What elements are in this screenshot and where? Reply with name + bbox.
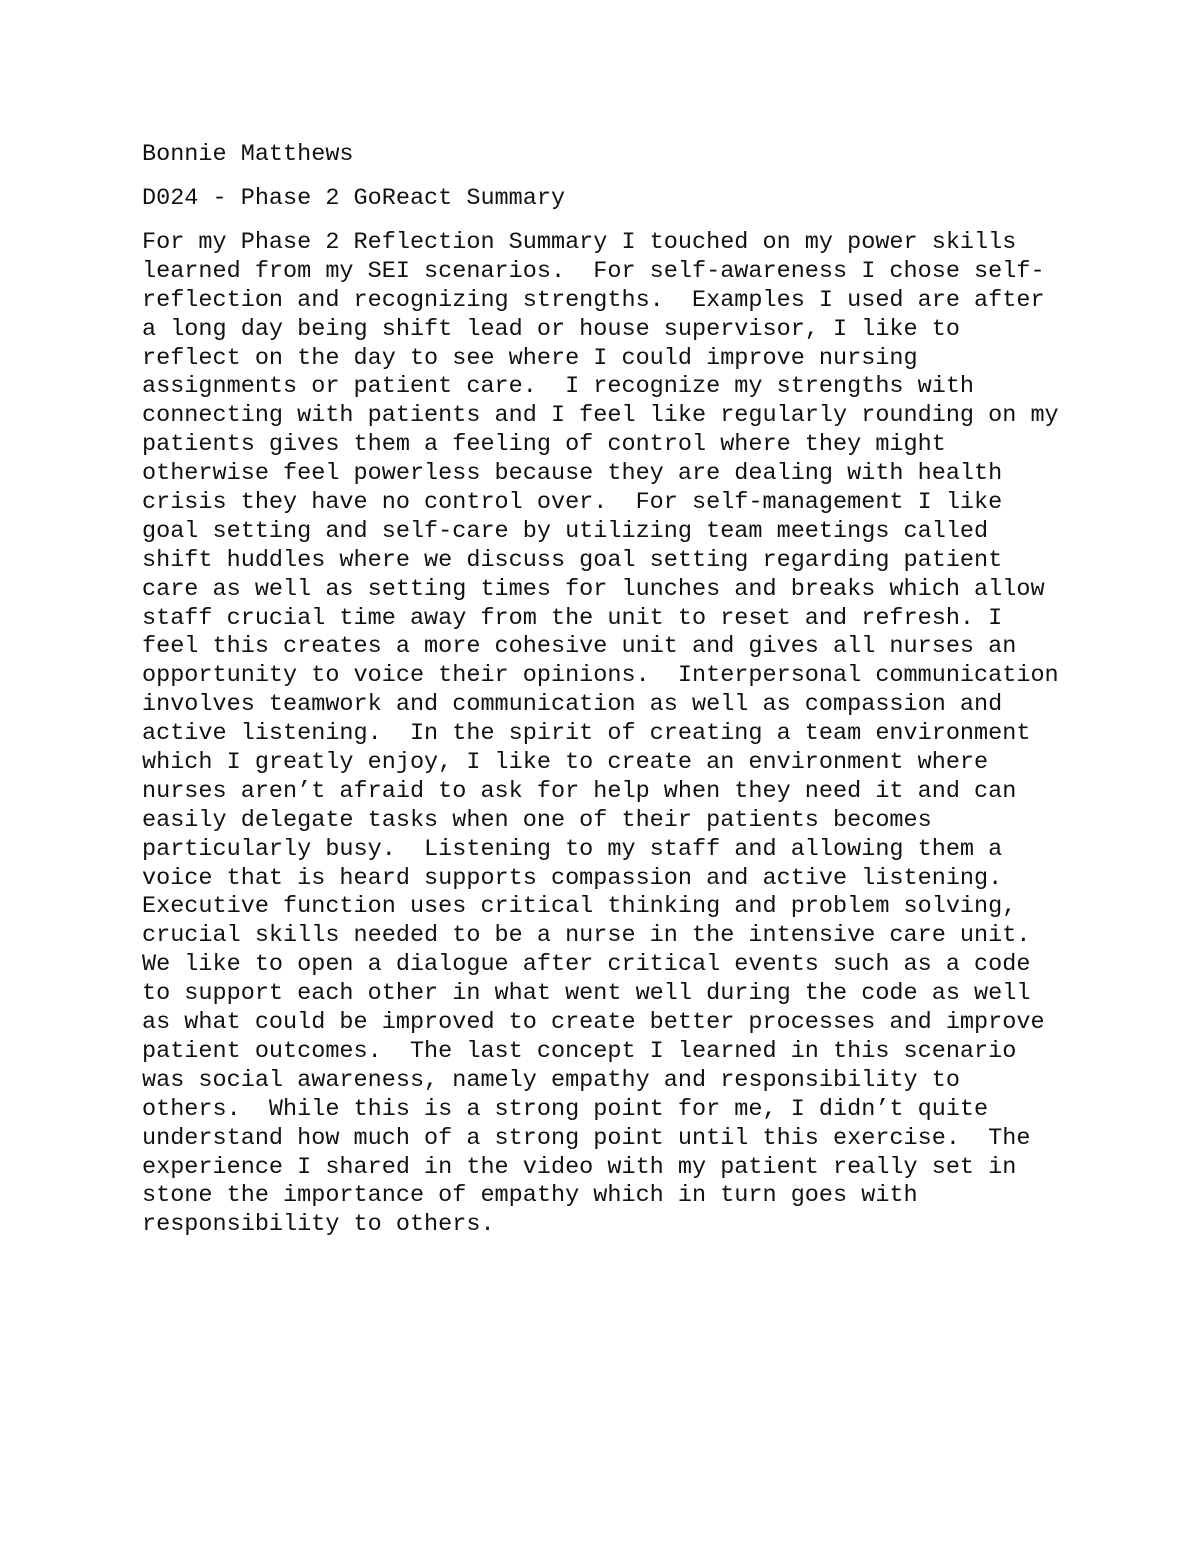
paragraph-line: connecting with patients and I feel like regularly rounding on my [142, 402, 1059, 430]
paragraph-line: goal setting and self-care by utilizing team meetings called [142, 517, 989, 545]
paragraph-line: as what could be improved to create better processes and improve [142, 1009, 1045, 1037]
paragraph-line: a long day being shift lead or house supervisor, I like to [142, 315, 960, 343]
paragraph-line: which I greatly enjoy, I like to create an environment where [142, 749, 989, 777]
paragraph-line: active listening. In the spirit of creating a team environment [142, 720, 1031, 748]
paragraph-line: learned from my SEI scenarios. For self-awareness I chose self- [142, 257, 1045, 285]
paragraph-line: responsibility to others. [142, 1211, 495, 1239]
paragraph-line: care as well as setting times for lunches and breaks which allow [142, 575, 1045, 603]
paragraph-line: otherwise feel powerless because they are dealing with health [142, 460, 1003, 488]
paragraph-line: easily delegate tasks when one of their patients becomes [142, 806, 932, 834]
paragraph-line: Executive function uses critical thinking and problem solving, [142, 893, 1017, 921]
paragraph-line: particularly busy. Listening to my staff and allowing them a [142, 835, 1003, 863]
paragraph-line: crucial skills needed to be a nurse in the intensive care unit. [142, 922, 1031, 950]
paragraph-line: reflect on the day to see where I could improve nursing [142, 344, 918, 372]
paragraph-line: assignments or patient care. I recognize my strengths with [142, 373, 975, 401]
author-name: Bonnie Matthews [142, 141, 354, 168]
paragraph-line: stone the importance of empathy which in turn goes with [142, 1182, 918, 1210]
paragraph-line: patient outcomes. The last concept I learned in this scenario [142, 1037, 1017, 1065]
paragraph-line: crisis they have no control over. For self-management I like [142, 489, 1003, 517]
paragraph-line: reflection and recognizing strengths. Examples I used are after [142, 286, 1045, 314]
paragraph-line: We like to open a dialogue after critical events such as a code [142, 951, 1031, 979]
paragraph-line: involves teamwork and communication as well as compassion and [142, 691, 1003, 719]
paragraph-line: voice that is heard supports compassion and active listening. [142, 864, 1003, 892]
paragraph-line: others. While this is a strong point for me, I didn’t quite [142, 1095, 989, 1123]
paragraph-line: patients gives them a feeling of control where they might [142, 431, 946, 459]
paragraph-line: to support each other in what went well during the code as well [142, 980, 1031, 1008]
reflection-paragraph [142, 229, 1102, 1240]
paragraph-line: feel this creates a more cohesive unit and gives all nurses an [142, 633, 1017, 661]
paragraph-line: For my Phase 2 Reflection Summary I touched on my power skills [142, 229, 1017, 256]
paragraph-line: shift huddles where we discuss goal setting regarding patient [142, 546, 1003, 574]
paragraph-line: staff crucial time away from the unit to reset and refresh. I [142, 604, 1003, 632]
paragraph-line: nurses aren’t afraid to ask for help when they need it and can [142, 777, 1017, 805]
paragraph-line: experience I shared in the video with my patient really set in [142, 1153, 1017, 1181]
paragraph-line: understand how much of a strong point until this exercise. The [142, 1124, 1031, 1152]
paragraph-line: was social awareness, namely empathy and responsibility to [142, 1066, 960, 1094]
document-title: D024 - Phase 2 GoReact Summary [142, 185, 566, 212]
paragraph-line: opportunity to voice their opinions. Interpersonal communication [142, 662, 1059, 690]
document-content [142, 140, 1102, 1240]
